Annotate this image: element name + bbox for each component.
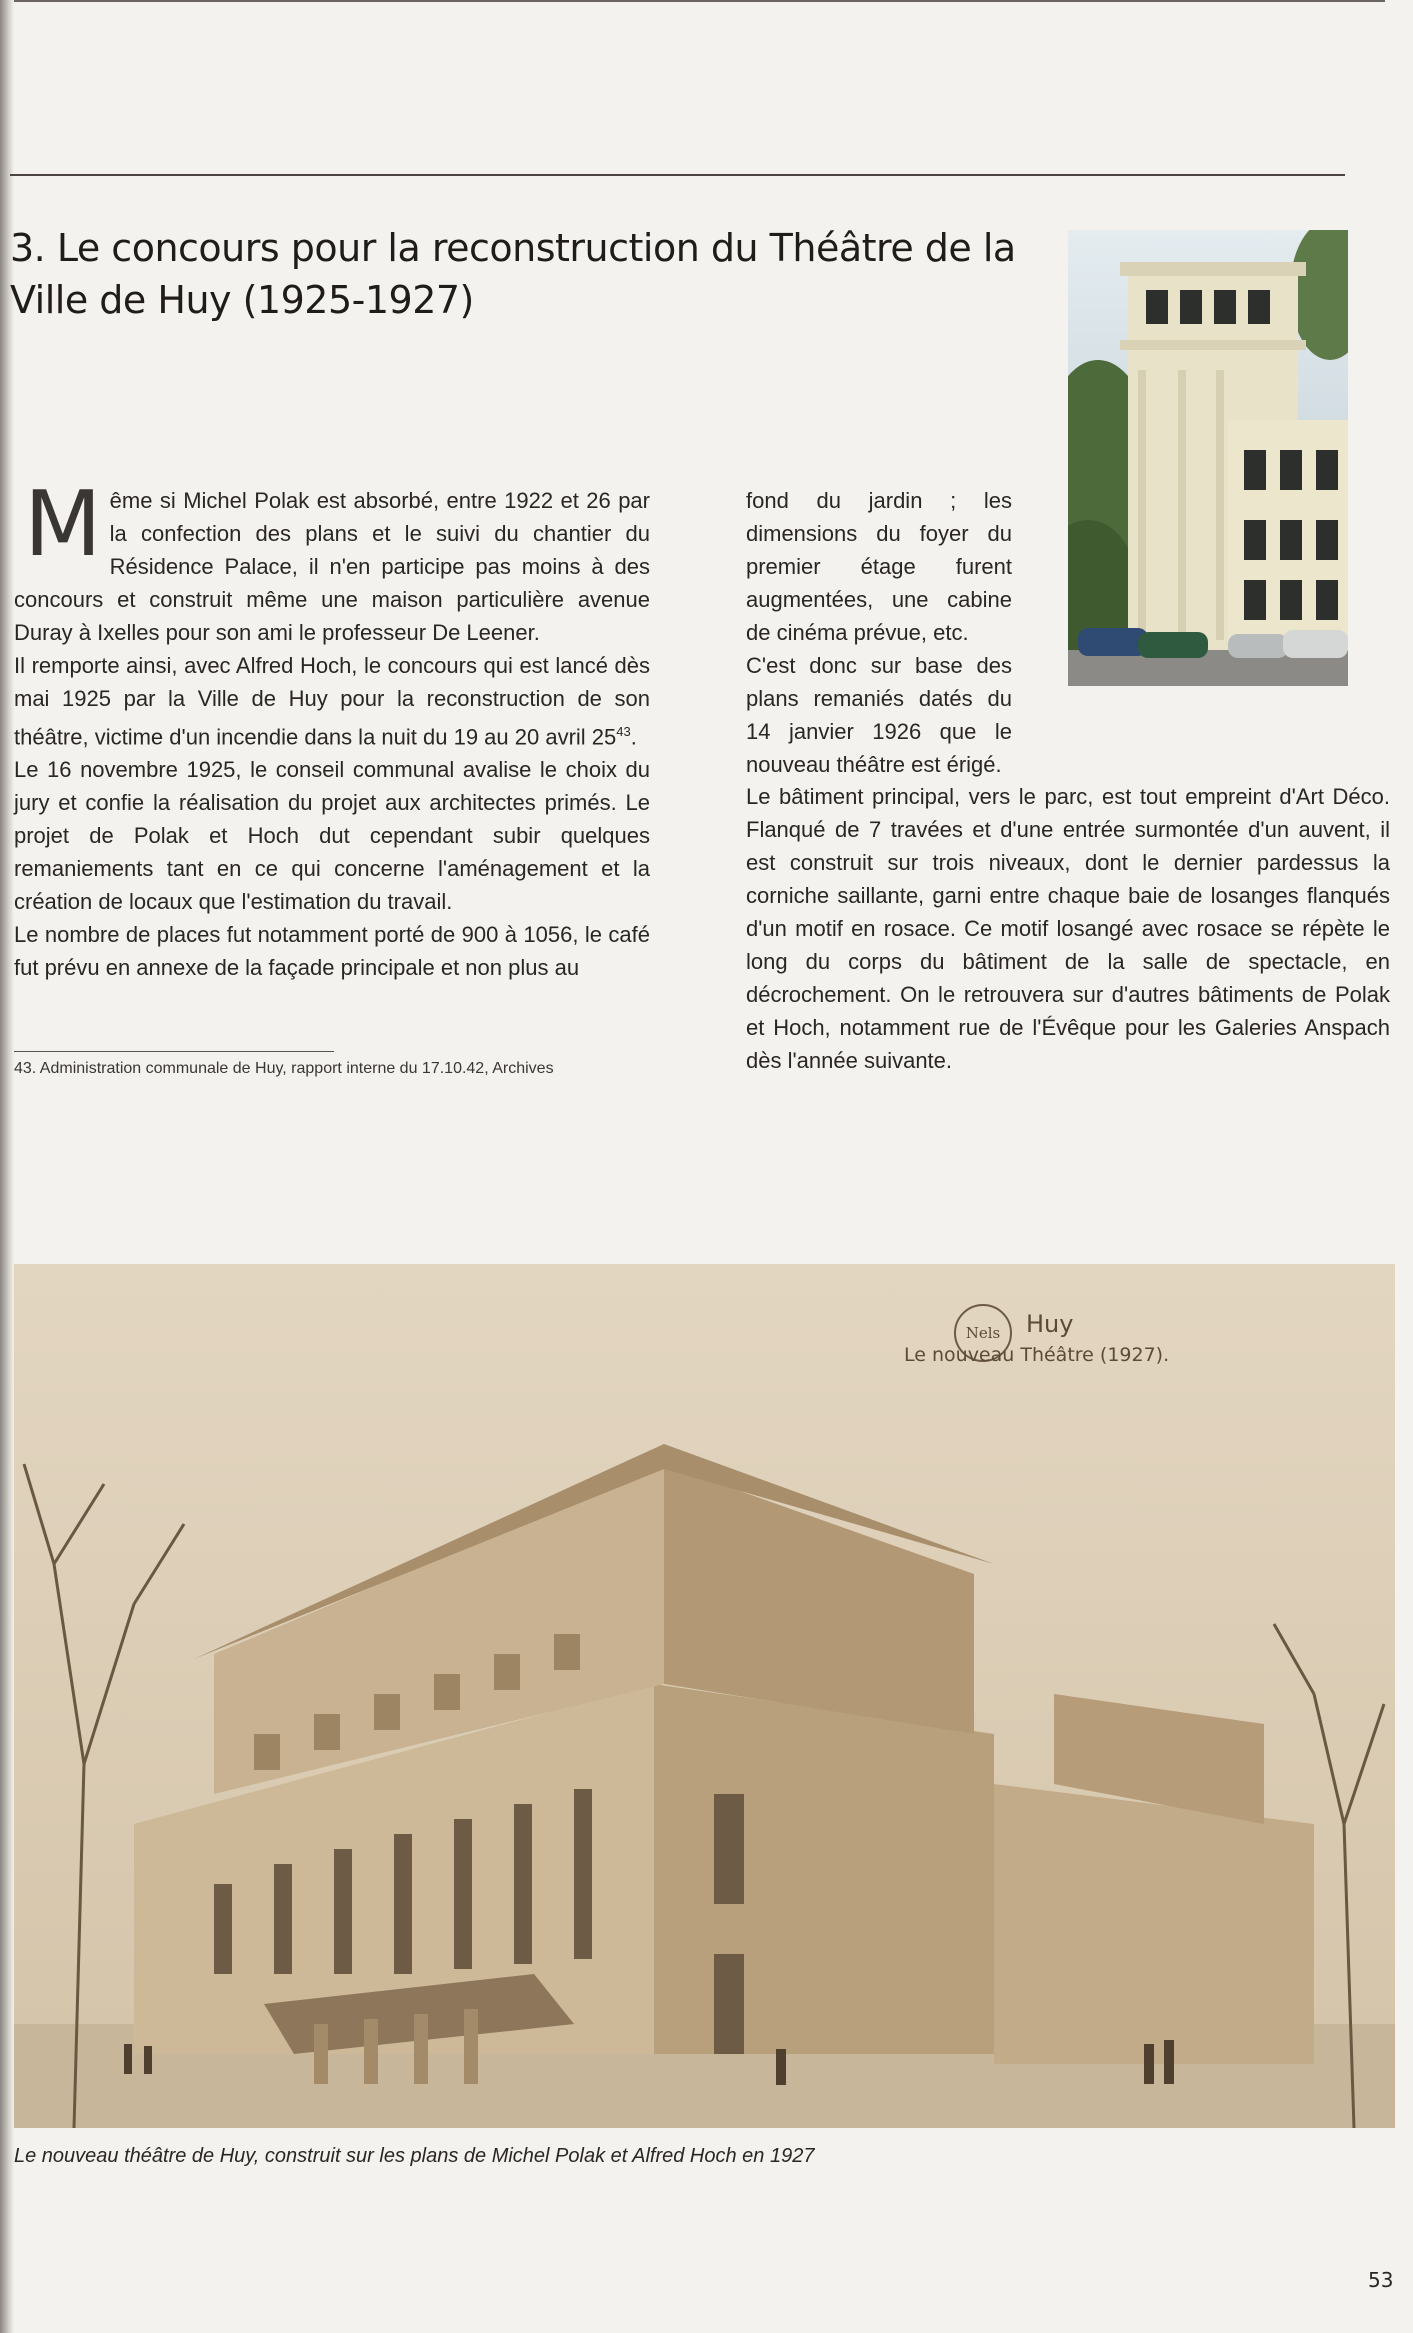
paragraph-2: Il remporte ainsi, avec Alfred Hoch, le concours qui est lancé dès mai 1925 par la Ville de Huy pour la reconstruction de son théâtre, victime d'un incendie dans la nuit du 19 au 20 avril $25^{43}$. xyxy=(14,653,650,750)
postcard-place-name: Huy xyxy=(1026,1310,1074,1338)
footnote-rule xyxy=(14,1051,334,1052)
page-number: 53 xyxy=(1368,2268,1394,2292)
theatre-postcard-photo xyxy=(14,1264,1395,2128)
book-gutter-shadow xyxy=(0,0,14,2333)
text-column-right xyxy=(746,780,1390,1077)
text-column-middle xyxy=(746,484,1012,781)
paragraph-6: C'est donc sur base des plans remaniés datés du 14 janvier 1926 que le nouveau théâtre est érigé. xyxy=(746,653,1012,777)
paragraph-5: fond du jardin ; les dimensions du foyer du premier étage furent augmentées, une cabine de cinéma prévue, etc. xyxy=(746,488,1012,645)
bottom-rule xyxy=(0,0,1385,2)
section-title: 3. Le concours pour la reconstruction du Théâtre de la Ville de Huy (1925-1927) xyxy=(10,226,1016,322)
theatre-photo-illustration xyxy=(1068,230,1348,686)
drop-cap: M xyxy=(24,472,102,577)
paragraph-2-text: Il remporte ainsi, avec Alfred Hoch, le concours qui est lancé dès mai 1925 par la Ville de Huy pour la reconstruction de son théâtre, victime d'un incendie dans la nuit du 19 au 20 avril 25 xyxy=(14,653,650,750)
paragraph-4: Le nombre de places fut notamment porté de 900 à 1056, le café fut prévu en annexe de la façade principale et non plus au xyxy=(14,922,650,981)
paragraph-1-text: ême si Michel Polak est absorbé, entre 1922 et 26 par la confection des plans et le suivi du chantier du Résidence Palace, il n'en participe pas moins à des concours et construit même une maison particulière avenue Duray à Ixelles pour son ami le professeur De Leener. xyxy=(14,488,650,645)
paragraph-7: Le bâtiment principal, vers le parc, est tout empreint d'Art Déco. Flanqué de 7 travées et d'une entrée surmontée d'un auvent, il est construit sur trois niveaux, dont le dernier pardessus la corniche saillante, garni entre chaque baie de losanges flanqués d'un motif en rosace. Ce motif losangé avec rosace se répète le long du corps du bâtiment de la salle de spectacle, en décrochement. On le retrouvera sur d'autres bâtiments de Polak et Hoch, notamment rue de l'Évêque pour les Galeries Anspach dès l'année suivante. xyxy=(746,784,1390,1073)
publisher-stamp-logo: Nels xyxy=(954,1304,1012,1362)
paragraph-3: Le 16 novembre 1925, le conseil communal avalise le choix du jury et confie la réalisation du projet aux architectes primés. Le projet de Polak et Hoch dut cependant subir quelques remaniements tant en ce qui concerne l'aménagement et la création de locaux que l'estimation du travail. xyxy=(14,757,650,915)
footnote: 43. Administration communale de Huy, rapport interne du 17.10.42, Archives xyxy=(14,1060,554,1077)
theatre-postcard-illustration xyxy=(14,1264,1395,2128)
text-column-left xyxy=(14,472,650,984)
theatre-photo-color xyxy=(1068,230,1348,686)
postcard-printed-caption: Le nouveau Théâtre (1927). xyxy=(904,1344,1170,1366)
footnote-reference[interactable]: 43 xyxy=(616,724,631,739)
top-rule xyxy=(10,174,1345,176)
paragraph-1 xyxy=(14,472,650,649)
figure-caption: Le nouveau théâtre de Huy, construit sur les plans de Michel Polak et Alfred Hoch en 1927 xyxy=(14,2145,815,2167)
